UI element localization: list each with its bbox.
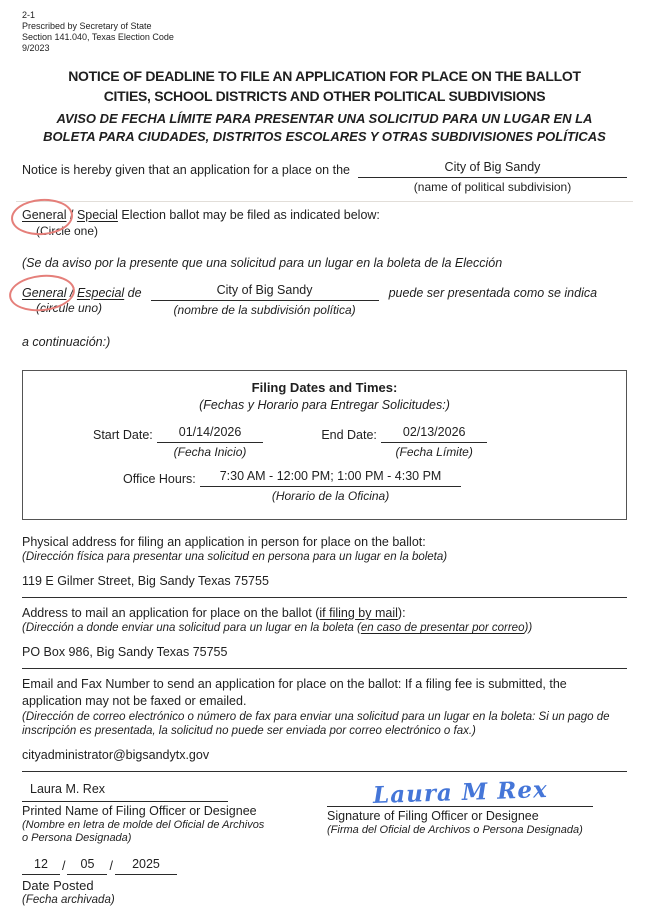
- form-title-en-line1: NOTICE OF DEADLINE TO FILE AN APPLICATION FOR PLACE ON THE BALLOT: [68, 68, 581, 84]
- spanish-subdivision-value: City of Big Sandy: [151, 283, 379, 301]
- signature-script: Laura M Rex: [372, 775, 548, 810]
- start-date-value: 01/14/2026: [157, 425, 264, 443]
- physical-address-value: 119 E Gilmer Street, Big Sandy Texas 75755: [22, 574, 269, 588]
- general-line-rest: Election ballot may be filed as indicated below:: [121, 208, 380, 222]
- signature-spanish: (Firma del Oficial de Archivos o Persona Designada): [327, 824, 583, 836]
- office-hours-group: [123, 469, 461, 504]
- filing-dates-box: [22, 370, 627, 520]
- section-divider: [22, 668, 627, 669]
- spanish-general-left: [22, 286, 142, 315]
- section-divider: [22, 597, 627, 598]
- physical-address-section: [22, 534, 627, 598]
- scan-artifact-line: [16, 201, 633, 202]
- physical-address-spanish: (Dirección física para presentar una solicitud en persona para un lugar en la boleta): [22, 551, 448, 563]
- filing-box-subtitle: (Fechas y Horario para Entregar Solicitudes:): [199, 398, 450, 412]
- spanish-subdivision-fill: [151, 283, 379, 318]
- code-section: Section 141.040, Texas Election Code: [22, 32, 174, 42]
- signature-column: [313, 775, 627, 845]
- form-meta: [22, 10, 627, 54]
- date-posted-month: 12: [22, 857, 60, 875]
- email-fax-section: [22, 676, 627, 772]
- email-fax-spanish: (Dirección de correo electrónico o número de fax para enviar una solicitud para un lugar en la boleta: Si un pago de inscripción es presentada, la solicitud no puede ser enviada por correo electrónico o fax.): [22, 711, 610, 737]
- mailing-address-heading: Address to mail an application for place on the ballot (if filing by mail):: [22, 606, 406, 620]
- prescribed-by: Prescribed by Secretary of State: [22, 21, 152, 31]
- end-date-caption: (Fecha Límite): [395, 445, 473, 459]
- option-slash: /: [69, 208, 74, 222]
- subdivision-fill: [358, 160, 627, 195]
- filing-box-title: Filing Dates and Times:: [251, 380, 398, 395]
- date-slash: /: [62, 859, 66, 873]
- form-title-es-line1: AVISO DE FECHA LÍMITE PARA PRESENTAR UNA SOLICITUD PARA UN LUGAR EN LA: [56, 111, 593, 126]
- office-hours-caption: (Horario de la Oficina): [271, 489, 390, 503]
- physical-address-heading: Physical address for filing an application in person for place on the ballot:: [22, 535, 426, 549]
- start-date-caption: (Fecha Inicio): [173, 445, 247, 459]
- mailing-address-section: [22, 605, 627, 669]
- form-title-es-line2: BOLETA PARA CIUDADES, DISTRITOS ESCOLARES Y OTRAS SUBDIVISIONES POLÍTICAS: [43, 129, 606, 144]
- office-hours-value: 7:30 AM - 12:00 PM; 1:00 PM - 4:30 PM: [200, 469, 462, 487]
- filing-dates-row: [23, 425, 626, 460]
- general-special-line: [22, 207, 627, 223]
- date-slash: /: [109, 859, 113, 873]
- mailing-spanish-underline: en caso de presentar por correo: [360, 622, 525, 634]
- office-hours-label: Office Hours:: [123, 472, 196, 486]
- date-posted-year: 2025: [115, 857, 177, 875]
- spanish-general-rest: puede ser presentada como se indica: [388, 286, 598, 300]
- spanish-general-option: General: [22, 286, 66, 300]
- spanish-option-slash: /: [69, 286, 74, 300]
- date-posted-day: 05: [67, 857, 107, 875]
- spanish-notice-intro: (Se da aviso por la presente que una solicitud para un lugar en la boleta de la Elección: [22, 256, 503, 270]
- printed-name-column: [22, 781, 313, 845]
- revision-date: 9/2023: [22, 43, 50, 53]
- form-number: 2-1: [22, 10, 36, 20]
- general-option: General: [22, 207, 66, 223]
- spanish-subdivision-caption: (nombre de la subdivisión política): [173, 303, 356, 317]
- mailing-address-value: PO Box 986, Big Sandy Texas 75755: [22, 645, 228, 659]
- end-date-group: [321, 425, 487, 460]
- mailing-address-spanish: (Dirección a donde enviar una solicitud para un lugar en la boleta (en caso de presentar por correo)): [22, 622, 533, 634]
- spanish-especial-option: Especial: [76, 286, 125, 300]
- spanish-de: de: [127, 286, 142, 300]
- notice-lead: Notice is hereby given that an application for a place on the: [22, 163, 350, 177]
- email-value: cityadministrator@bigsandytx.gov: [22, 748, 210, 762]
- start-date-label: Start Date:: [93, 428, 153, 442]
- office-hours-row: [23, 469, 626, 504]
- end-date-label: End Date:: [321, 428, 377, 442]
- continuation-text: a continuación:): [22, 335, 111, 349]
- circle-one-hint: (Circle one): [36, 224, 99, 238]
- printed-name-value: Laura M. Rex: [22, 781, 228, 802]
- special-option: Special: [76, 208, 118, 222]
- email-fax-heading: Email and Fax Number to send an application for place on the ballot: If a filing fee is submitted, the application may not be faxed or emailed.: [22, 677, 567, 708]
- end-date-value: 02/13/2026: [381, 425, 488, 443]
- form-title-en: [22, 66, 627, 106]
- form-title-es: [22, 110, 627, 146]
- subdivision-caption: (name of political subdivision): [413, 180, 572, 194]
- form-title-en-line2: CITIES, SCHOOL DISTRICTS AND OTHER POLITICAL SUBDIVISIONS: [103, 88, 546, 104]
- date-posted-label: Date Posted: [22, 878, 94, 893]
- section-divider: [22, 771, 627, 772]
- date-posted-spanish: (Fecha archivada): [22, 894, 115, 906]
- subdivision-name-value: City of Big Sandy: [358, 160, 627, 178]
- circule-uno-hint: (circule uno): [36, 301, 103, 315]
- signature-label: Signature of Filing Officer or Designee: [327, 809, 539, 823]
- if-filing-by-mail-underline: if filing by mail: [319, 606, 398, 620]
- date-posted-row: [22, 857, 627, 875]
- spanish-general-row: [22, 283, 627, 318]
- signature-line: [327, 775, 593, 810]
- printed-name-spanish: (Nombre en letra de molde del Oficial de Archivos o Persona Designada): [22, 819, 265, 844]
- notice-row: [22, 160, 627, 195]
- start-date-group: [93, 425, 263, 460]
- officer-block: [22, 775, 627, 845]
- printed-name-label: Printed Name of Filing Officer or Designee: [22, 804, 257, 818]
